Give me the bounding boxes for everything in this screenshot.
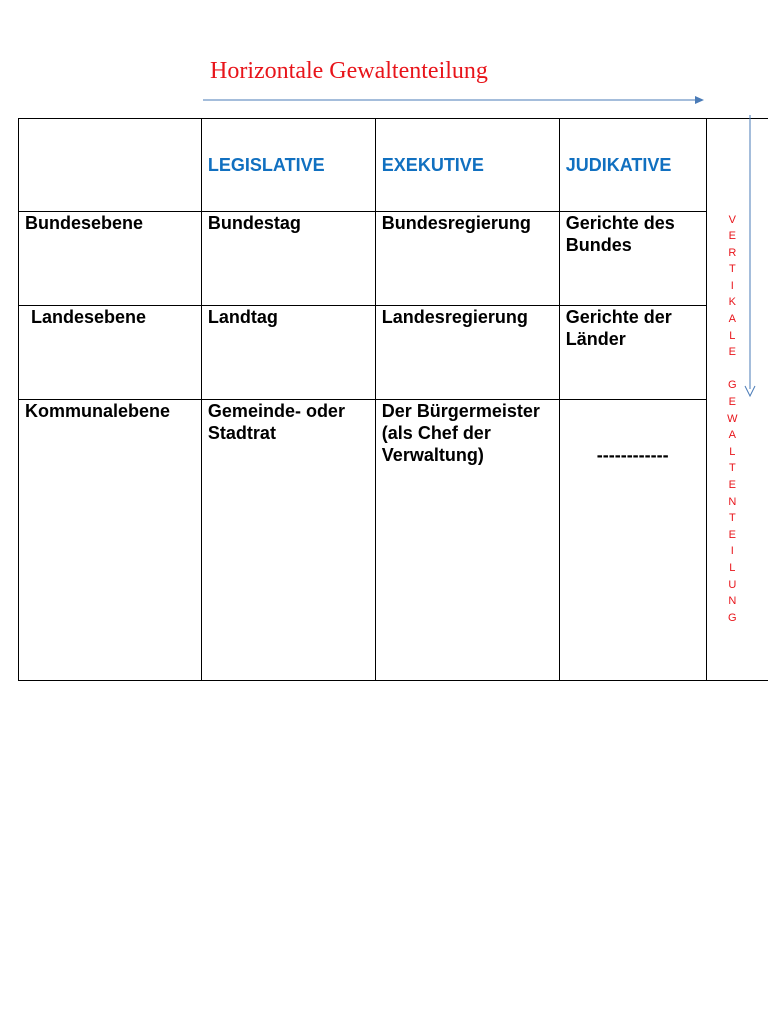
vertical-letter: L xyxy=(729,445,736,458)
vertical-letter: N xyxy=(728,495,737,508)
vertical-letter: T xyxy=(728,512,736,525)
vertical-letter: R xyxy=(728,246,737,259)
judicative-cell: Gerichte der Länder xyxy=(559,306,706,400)
vertical-letter: E xyxy=(728,528,736,541)
vertical-gewaltenteilung-label xyxy=(706,212,768,627)
vertical-letter: N xyxy=(728,595,737,608)
legislative-cell: Landtag xyxy=(201,306,375,400)
vertical-letter: E xyxy=(728,346,736,359)
vertical-letter: A xyxy=(728,429,736,442)
vertical-letter: G xyxy=(728,379,737,392)
vertical-letter: E xyxy=(728,230,736,243)
table-row xyxy=(19,306,768,400)
level-cell: Bundesebene xyxy=(19,212,202,306)
vertical-letter: G xyxy=(728,611,737,624)
header-empty-cell xyxy=(19,119,202,212)
vertical-letter: K xyxy=(728,296,736,309)
vertical-letter: V xyxy=(728,213,736,226)
vertical-letter: A xyxy=(728,313,736,326)
legislative-cell: Bundestag xyxy=(201,212,375,306)
vertical-letter: L xyxy=(729,329,736,342)
vertical-letter: L xyxy=(729,561,736,574)
table-row xyxy=(19,212,768,306)
executive-cell: Der Bürgermeister (als Chef der Verwaltung) xyxy=(375,400,559,681)
horizontal-arrow-head xyxy=(695,96,704,104)
vertical-letter: I xyxy=(730,279,734,292)
separation-of-powers-table xyxy=(18,118,768,681)
vertical-letter: T xyxy=(728,462,736,475)
executive-cell: Landesregierung xyxy=(375,306,559,400)
level-cell: Landesebene xyxy=(19,306,202,400)
vertical-letter: E xyxy=(728,479,736,491)
page-title: Horizontale Gewaltenteilung xyxy=(210,58,488,84)
vertical-label-cell xyxy=(706,212,768,681)
vertical-letter xyxy=(731,361,734,378)
table-row xyxy=(19,400,768,681)
table-header-row xyxy=(19,119,768,212)
vertical-letter: W xyxy=(727,412,738,425)
vertical-letter: E xyxy=(728,396,736,409)
vertical-letter: T xyxy=(728,263,736,276)
vertical-label-header-cell xyxy=(706,119,768,212)
judicative-cell: ------------ xyxy=(559,400,706,681)
header-judicative: JUDIKATIVE xyxy=(559,119,706,212)
legislative-cell: Gemeinde- oder Stadtrat xyxy=(201,400,375,681)
judicative-cell: Gerichte des Bundes xyxy=(559,212,706,306)
vertical-letter: U xyxy=(728,578,737,591)
vertical-letter: I xyxy=(730,545,734,558)
header-legislative: LEGISLATIVE xyxy=(201,119,375,212)
header-executive: EXEKUTIVE xyxy=(375,119,559,212)
executive-cell: Bundesregierung xyxy=(375,212,559,306)
level-cell: Kommunalebene xyxy=(19,400,202,681)
